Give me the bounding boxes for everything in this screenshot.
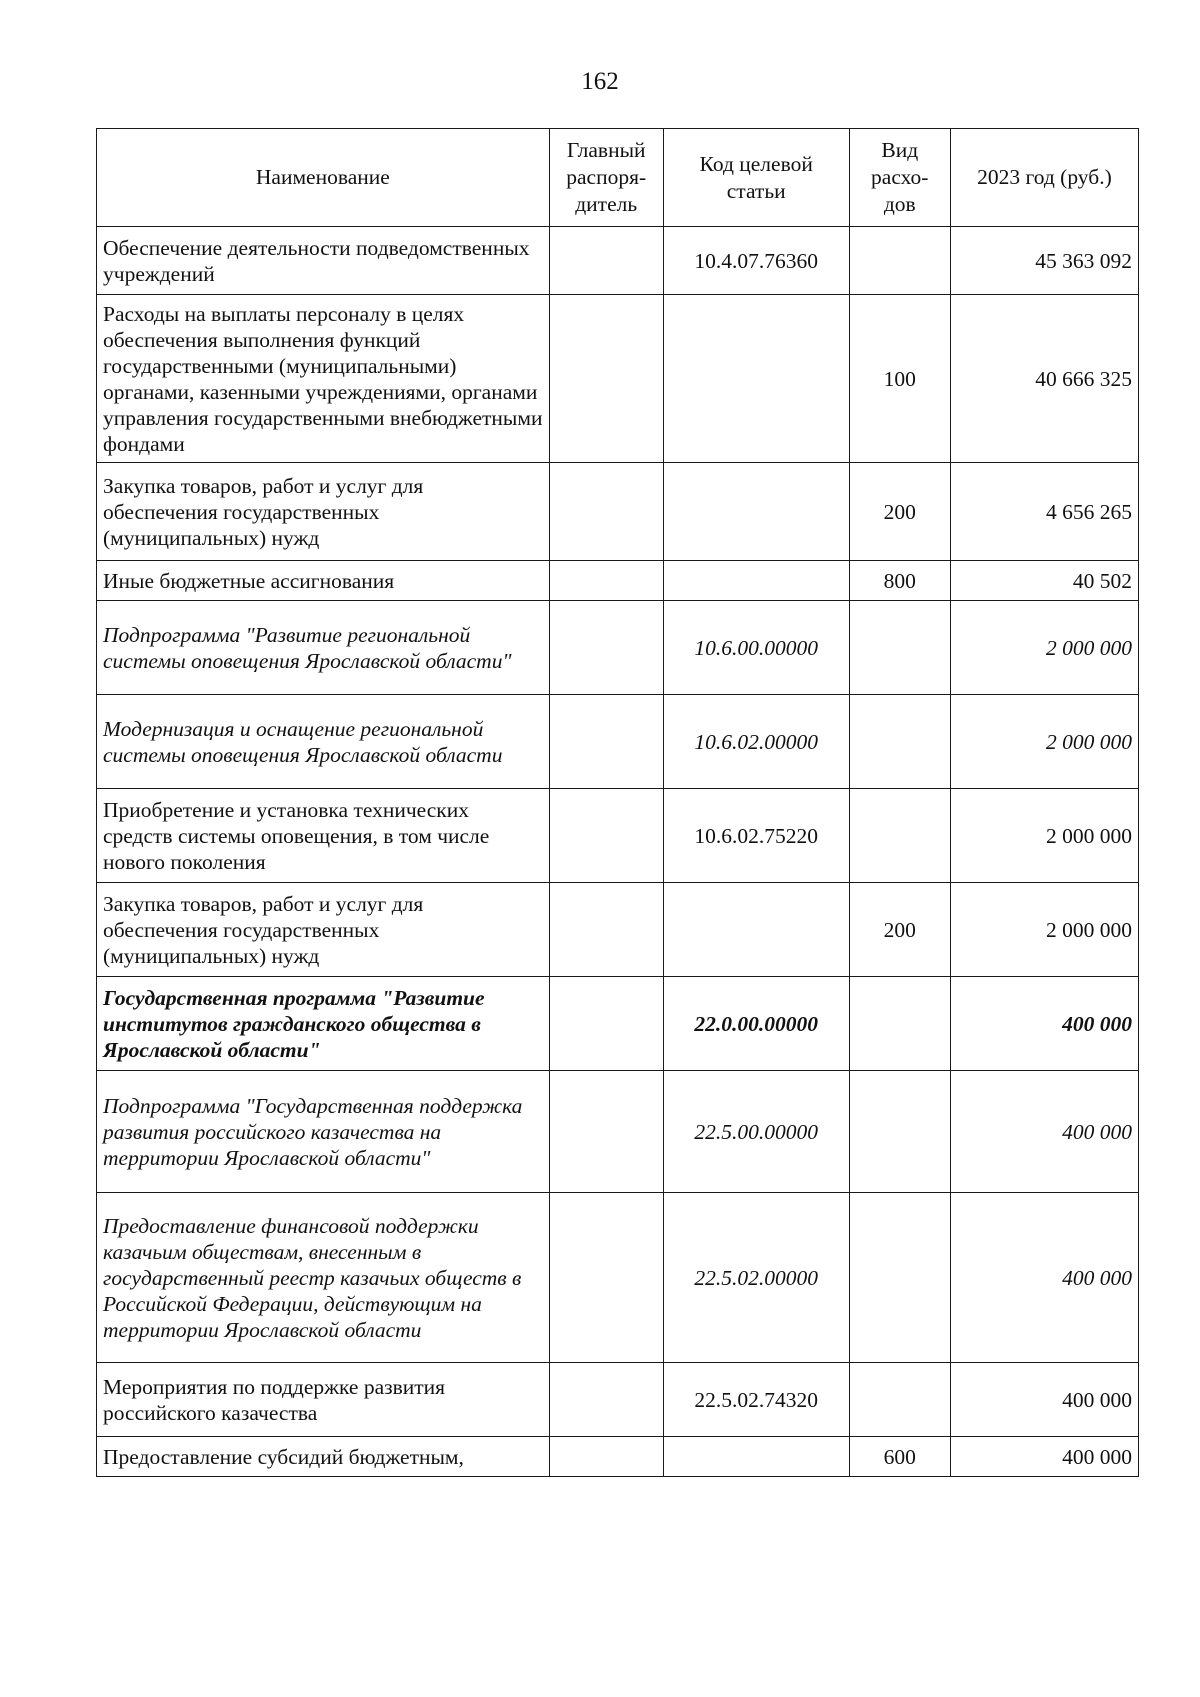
row-kind-cell	[849, 1071, 950, 1193]
row-amount-cell: 40 502	[950, 561, 1138, 601]
header-manager: Главный распоря-дитель	[549, 129, 663, 227]
row-manager-cell	[549, 695, 663, 789]
row-kind-cell	[849, 1193, 950, 1363]
table-body	[97, 227, 1139, 1477]
row-name-cell: Предоставление финансовой поддержки казачьим обществам, внесенным в государственный реестр казачьих обществ в Российской Федерации, действующим на территории Ярославской области	[97, 1193, 550, 1363]
table-row	[97, 601, 1139, 695]
row-name-cell: Мероприятия по поддержке развития российского казачества	[97, 1363, 550, 1437]
row-name-cell: Обеспечение деятельности подведомственных учреждений	[97, 227, 550, 295]
row-code-cell: 10.6.02.00000	[663, 695, 849, 789]
row-amount-cell: 400 000	[950, 1437, 1138, 1477]
row-name-cell: Модернизация и оснащение региональной системы оповещения Ярославской области	[97, 695, 550, 789]
table-row	[97, 1193, 1139, 1363]
row-name-cell: Закупка товаров, работ и услуг для обеспечения государственных (муниципальных) нужд	[97, 463, 550, 561]
table-row	[97, 1363, 1139, 1437]
row-kind-cell: 600	[849, 1437, 950, 1477]
row-manager-cell	[549, 1363, 663, 1437]
row-kind-cell	[849, 601, 950, 695]
row-amount-cell: 4 656 265	[950, 463, 1138, 561]
header-amount: 2023 год (руб.)	[950, 129, 1138, 227]
row-amount-cell: 400 000	[950, 1363, 1138, 1437]
row-name-cell: Закупка товаров, работ и услуг для обеспечения государственных (муниципальных) нужд	[97, 883, 550, 977]
row-amount-cell: 45 363 092	[950, 227, 1138, 295]
row-manager-cell	[549, 601, 663, 695]
row-manager-cell	[549, 463, 663, 561]
row-kind-cell	[849, 1363, 950, 1437]
table-row	[97, 883, 1139, 977]
table-row	[97, 1071, 1139, 1193]
row-name-cell: Расходы на выплаты персоналу в целях обеспечения выполнения функций государственными (муниципальными) органами, казенными учреждениями, органами управления государственными внебюджетными фондами	[97, 295, 550, 463]
header-code: Код целевой статьи	[663, 129, 849, 227]
table-header-row	[97, 129, 1139, 227]
table-row	[97, 295, 1139, 463]
budget-table	[96, 128, 1139, 1477]
row-kind-cell	[849, 227, 950, 295]
row-code-cell: 22.5.00.00000	[663, 1071, 849, 1193]
row-manager-cell	[549, 1071, 663, 1193]
row-manager-cell	[549, 227, 663, 295]
row-kind-cell	[849, 977, 950, 1071]
row-amount-cell: 2 000 000	[950, 883, 1138, 977]
row-amount-cell: 400 000	[950, 1193, 1138, 1363]
page-number: 162	[581, 68, 619, 95]
row-code-cell	[663, 295, 849, 463]
row-name-cell: Предоставление субсидий бюджетным,	[97, 1437, 550, 1477]
row-kind-cell: 200	[849, 883, 950, 977]
row-manager-cell	[549, 789, 663, 883]
row-name-cell: Государственная программа "Развитие институтов гражданского общества в Ярославской области"	[97, 977, 550, 1071]
row-name-cell: Приобретение и установка технических средств системы оповещения, в том числе нового поколения	[97, 789, 550, 883]
row-manager-cell	[549, 1193, 663, 1363]
table-row	[97, 227, 1139, 295]
row-name-cell: Подпрограмма "Развитие региональной системы оповещения Ярославской области"	[97, 601, 550, 695]
row-manager-cell	[549, 561, 663, 601]
row-code-cell	[663, 561, 849, 601]
row-manager-cell	[549, 883, 663, 977]
row-kind-cell	[849, 695, 950, 789]
row-amount-cell: 2 000 000	[950, 695, 1138, 789]
row-amount-cell: 400 000	[950, 977, 1138, 1071]
row-kind-cell: 800	[849, 561, 950, 601]
row-code-cell: 22.5.02.00000	[663, 1193, 849, 1363]
table-row	[97, 463, 1139, 561]
table-row	[97, 1437, 1139, 1477]
row-amount-cell: 2 000 000	[950, 789, 1138, 883]
row-amount-cell: 400 000	[950, 1071, 1138, 1193]
row-amount-cell: 2 000 000	[950, 601, 1138, 695]
row-kind-cell	[849, 789, 950, 883]
header-kind: Вид расхо-дов	[849, 129, 950, 227]
row-kind-cell: 100	[849, 295, 950, 463]
row-code-cell: 10.6.00.00000	[663, 601, 849, 695]
row-code-cell: 22.0.00.00000	[663, 977, 849, 1071]
row-code-cell: 10.4.07.76360	[663, 227, 849, 295]
row-manager-cell	[549, 1437, 663, 1477]
row-code-cell	[663, 463, 849, 561]
row-code-cell	[663, 1437, 849, 1477]
row-manager-cell	[549, 977, 663, 1071]
row-amount-cell: 40 666 325	[950, 295, 1138, 463]
row-name-cell: Иные бюджетные ассигнования	[97, 561, 550, 601]
table-row	[97, 789, 1139, 883]
table-row	[97, 695, 1139, 789]
table-row	[97, 977, 1139, 1071]
row-code-cell: 22.5.02.74320	[663, 1363, 849, 1437]
row-code-cell: 10.6.02.75220	[663, 789, 849, 883]
row-manager-cell	[549, 295, 663, 463]
table-row	[97, 561, 1139, 601]
header-name: Наименование	[97, 129, 550, 227]
row-name-cell: Подпрограмма "Государственная поддержка развития российского казачества на территории Ярославской области"	[97, 1071, 550, 1193]
row-kind-cell: 200	[849, 463, 950, 561]
row-code-cell	[663, 883, 849, 977]
